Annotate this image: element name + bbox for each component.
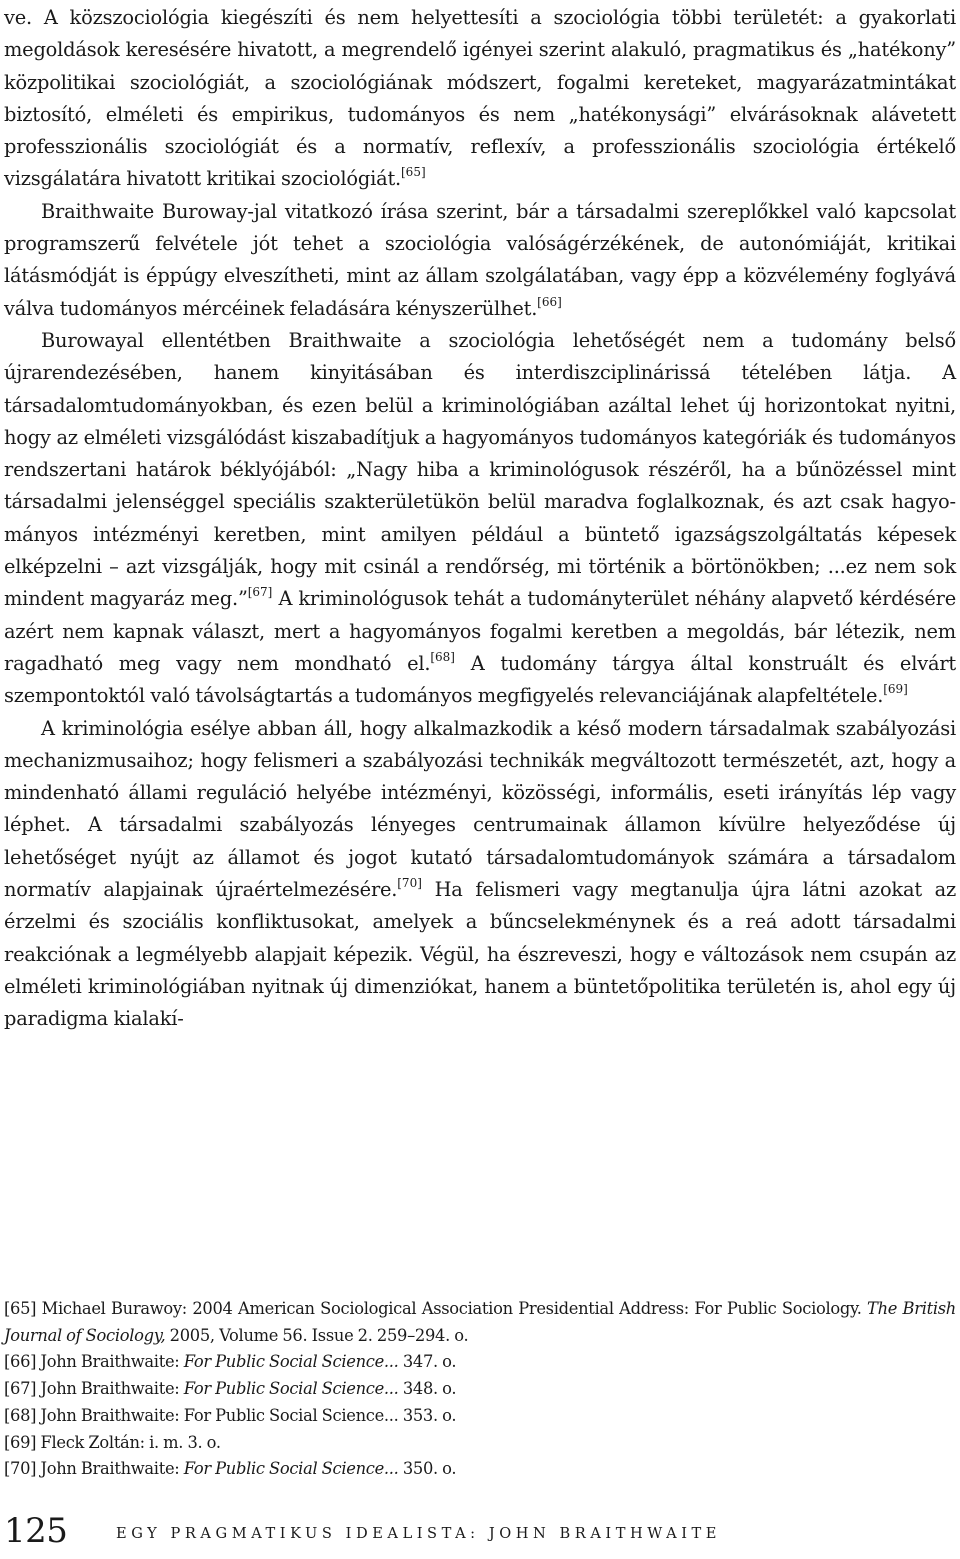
footnote-ref-67[interactable]: [67]: [247, 585, 273, 600]
paragraph-2-text: Braithwaite Buroway-jal vitatkozó írása szerint, bár a társadalmi szereplőkkel való kapcsolat programszerű felvétele jót tehet a szociológia valóságérzékének, de autonómiáját, kritikai látásmódját is éppúgy elveszítheti, mint az állam szolgálatában, vagy épp a közvélemény foglyává válva tudományos mércéinek feladására kényszerülhet.: [4, 199, 956, 320]
page-body: [4, 2, 956, 1036]
footnote-ref-70[interactable]: [70]: [397, 876, 422, 891]
footnote-66: [4, 1349, 956, 1376]
footnote-67-title: For Public Social Science...: [183, 1379, 399, 1399]
footnote-65-text-a: [65] Michael Burawoy: 2004 American Sociological Association Presidential Address: For Public Sociology.: [4, 1299, 868, 1318]
paragraph-4-text-a: A kriminológia esélye abban áll, hogy alkalmazkodik a késő modern társadalmak szabályozási mechanizmusaihoz; hogy felismeri a szabályozási technikák megváltozott természetét, azt, hogy a mindenható állami reguláció helyébe intézményi, közösségi, informális, eseti irányítás lép vagy léphet. A társadalmi szabályozás lényeges centrumainak államon kívülre helyeződése új lehetőséget nyújt az államot és jogot kutató társadalomtudományok számára a társadalom normatív alapjainak újraértelmezésére.: [4, 716, 956, 902]
footnote-70-title: For Public Social Science...: [183, 1459, 399, 1479]
footnote-ref-65[interactable]: [65]: [401, 165, 426, 180]
footnote-66-title: For Public Social Science...: [183, 1352, 399, 1372]
page-number: 125: [4, 1511, 68, 1551]
footnote-ref-66[interactable]: [66]: [537, 294, 562, 309]
footnote-66-text-b: 347. o.: [398, 1352, 457, 1372]
main-text: [4, 2, 956, 1036]
footnote-70: [4, 1456, 956, 1483]
footnote-66-text-a: [66] John Braithwaite:: [4, 1352, 184, 1372]
footnote-65: [4, 1296, 956, 1349]
paragraph-4-text-b: Ha felismeri vagy megtanulja újra látni azokat az érzelmi és szociális konfliktusokat, amelyek a bűncselekménynek és a reá adott társadalmi reakciónak a legmélyebb alapjait képezik. Végül, ha észreveszi, hogy e változások nem csupán az elméleti kriminológiában nyitnak új dimenziókat, hanem a büntetőpolitika területén is, ahol egy új paradigma kialakí-: [4, 878, 956, 1031]
paragraph-4: [4, 713, 956, 1036]
footnote-70-text-a: [70] John Braithwaite:: [4, 1459, 184, 1479]
footnote-69: [69] Fleck Zoltán: i. m. 3. o.: [4, 1432, 221, 1452]
footnote-65-journal: The British Journal of Sociology,: [4, 1299, 956, 1345]
footnote-70-text-b: 350. o.: [398, 1459, 457, 1479]
footnote-65-text-b: 2005, Volume 56. Issue 2. 259–294. o.: [165, 1325, 469, 1345]
paragraph-2: [4, 196, 956, 325]
footnote-67-text-a: [67] John Braithwaite:: [4, 1379, 184, 1399]
paragraph-3: [4, 325, 956, 713]
paragraph-1: [4, 2, 956, 196]
paragraph-1-text: ve. A közszociológia kiegészíti és nem helyettesíti a szociológia többi területét: a gyakorlati megoldások keresésére hivatott, a megrendelő igényei szerint alakuló, pragmatikus és „hatékony” közpolitikai szociológiát, a szociológiának módszert, fogalmi kereteket, magyarázatmintákat biztosító, elméleti és empirikus, tudományos és nem „hatékonysági” elvárásoknak alávetett professzionális szociológiát és a normatív, reflexív, a professzionális szociológia értékelő vizsgálatára hivatott kritikai szociológiát.: [4, 6, 956, 191]
paragraph-3-text-c: A tudomány tárgya által konstruált és elvárt szempontoktól való távolságtartás a tudományos megfigyelés relevanciájának alapfeltétele.: [4, 651, 956, 708]
paragraph-3-text-b: A kriminológusok tehát a tudományterület néhány alapvető kérdésére azért nem kapnak választ, mert a hagyományos fogalmi keretben a megoldás, bár létezik, nem ragadható meg vagy nem mondható el.: [4, 587, 956, 675]
footnote-67-text-b: 348. o.: [398, 1379, 457, 1399]
paragraph-3-text-a: Burowayal ellentétben Braithwaite a szociológia lehetőségét nem a tudomány belső újrarendezésében, hanem kinyitásában és interdiszciplinárissá tételében látja. A társadalomtudományokban, és ezen belül a kriminológiában azáltal lehet új horizontokat nyitni, hogy az elméleti vizsgálódást kiszabadítjuk a hagyományos tudományos kategóriák és tudományos rendszertani határok béklyójából: „Nagy hiba a kriminológusok részéről, ha a bűnözéssel mint társadalmi jelenséggel speciális szakterületükön belül maradva foglalkoznak, és azt csak hagyományos intézményi keretben, mint amilyen például a büntető igazságszolgáltatás képesek elképzelni – azt vizsgálják, hogy mit csinál a rendőrség, mi történik a börtönökben; ...ez nem sok mindent magyaráz meg.”: [4, 328, 956, 611]
running-title: EGY PRAGMATIKUS IDEALISTA: JOHN BRAITHWAITE: [116, 1525, 722, 1542]
footnote-ref-68[interactable]: [68]: [430, 649, 455, 664]
footnote-ref-69[interactable]: [69]: [883, 682, 908, 697]
footnote-68: [68] John Braithwaite: For Public Social Science... 353. o.: [4, 1405, 457, 1425]
footnote-67: [4, 1376, 956, 1403]
footnotes-section: [4, 1296, 956, 1483]
page-footer: [4, 1508, 956, 1554]
